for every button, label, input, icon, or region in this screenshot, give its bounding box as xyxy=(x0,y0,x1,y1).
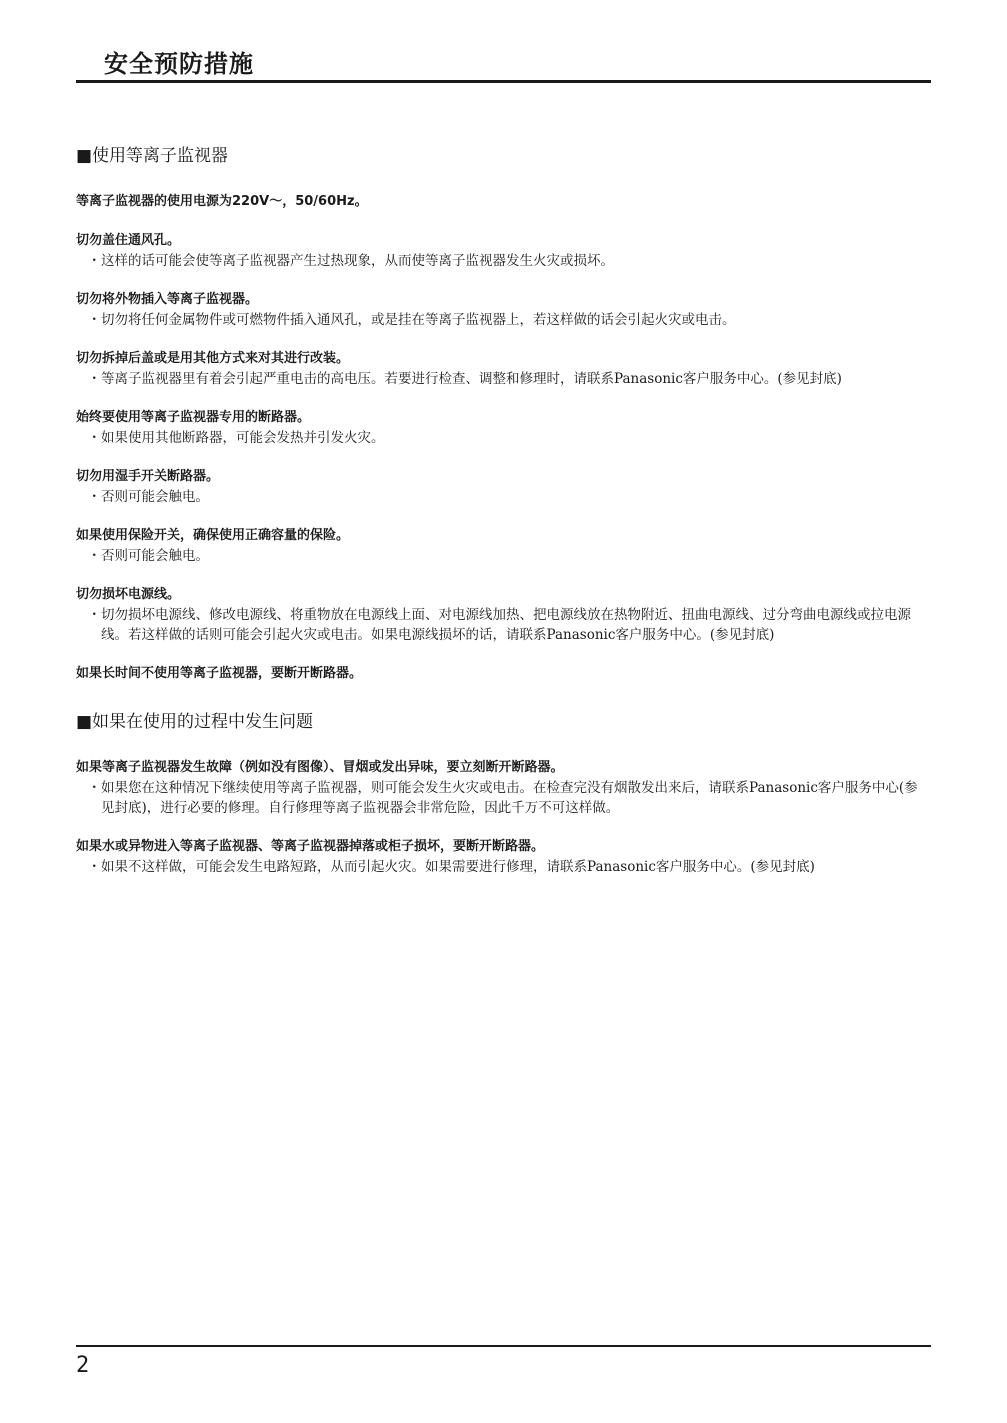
bullet-text: 如果不这样做，可能会发生电路短路，从而引起火灾。如果需要进行修理，请联系Panasonic客户服务中心。(参见封底) xyxy=(101,859,815,875)
precaution-item xyxy=(76,192,931,212)
precaution-bullet xyxy=(76,778,931,818)
bullet-dot-icon: ・ xyxy=(87,780,101,796)
bullet-text: 切勿损坏电源线、修改电源线、将重物放在电源线上面、对电源线加热、把电源线放在热物附近、扭曲电源线、过分弯曲电源线或拉电源线。若这样做的话则可能会引起火灾或电击。如果电源线损坏的话，请联系Panasonic客户服务中心。(参见封底) xyxy=(101,607,911,643)
precaution-bullet xyxy=(76,487,931,507)
precaution-bullet xyxy=(76,428,931,448)
bullet-dot-icon: ・ xyxy=(87,371,101,387)
section-heading: ■如果在使用的过程中发生问题 xyxy=(76,712,314,732)
precaution-item xyxy=(76,585,931,645)
precaution-title: 切勿损坏电源线。 xyxy=(76,587,181,602)
bullet-text: 这样的话可能会使等离子监视器产生过热现象，从而使等离子监视器发生火灾或损坏。 xyxy=(101,253,614,269)
precaution-item xyxy=(76,290,931,330)
safety-section xyxy=(76,142,931,684)
precaution-item xyxy=(76,837,931,877)
precaution-item xyxy=(76,664,931,684)
page-title: 安全预防措施 xyxy=(104,50,254,78)
precaution-title: 如果水或异物进入等离子监视器、等离子监视器掉落或柜子损坏，要断开断路器。 xyxy=(76,839,545,854)
document-body xyxy=(76,142,931,896)
bullet-text: 如果您在这种情况下继续使用等离子监视器，则可能会发生火灾或电击。在检查完没有烟散发出来后，请联系Panasonic客户服务中心(参见封底)，进行必要的修理。自行修理等离子监视器会非常危险，因此千万不可这样做。 xyxy=(101,780,918,816)
precaution-item xyxy=(76,408,931,448)
precaution-title: 如果使用保险开关，确保使用正确容量的保险。 xyxy=(76,528,350,543)
safety-section xyxy=(76,708,931,877)
bullet-text: 否则可能会触电。 xyxy=(101,489,209,505)
precaution-title: 始终要使用等离子监视器专用的断路器。 xyxy=(76,410,311,425)
precaution-bullet xyxy=(76,369,931,389)
precaution-bullet xyxy=(76,546,931,566)
precaution-title: 切勿盖住通风孔。 xyxy=(76,233,181,248)
precaution-bullet xyxy=(76,605,931,645)
precaution-title: 切勿用湿手开关断路器。 xyxy=(76,469,220,484)
bullet-dot-icon: ・ xyxy=(87,430,101,446)
bullet-text: 否则可能会触电。 xyxy=(101,548,209,564)
bullet-dot-icon: ・ xyxy=(87,607,101,623)
precaution-title: 如果等离子监视器发生故障（例如没有图像）、冒烟或发出异味，要立刻断开断路器。 xyxy=(76,760,564,775)
precaution-bullet xyxy=(76,310,931,330)
precaution-title: 切勿将外物插入等离子监视器。 xyxy=(76,292,259,307)
bullet-text: 如果使用其他断路器，可能会发热并引发火灾。 xyxy=(101,430,385,446)
precaution-title: 等离子监视器的使用电源为220V～，50/60Hz。 xyxy=(76,194,368,209)
bullet-text: 等离子监视器里有着会引起严重电击的高电压。若要进行检查、调整和修理时，请联系Panasonic客户服务中心。(参见封底) xyxy=(101,371,842,387)
bullet-dot-icon: ・ xyxy=(87,548,101,564)
precaution-item xyxy=(76,349,931,389)
section-heading: ■使用等离子监视器 xyxy=(76,146,229,166)
page-number: 2 xyxy=(76,1353,90,1378)
page-footer xyxy=(76,1345,931,1378)
page-header xyxy=(76,42,931,83)
bullet-dot-icon: ・ xyxy=(87,312,101,328)
precaution-bullet xyxy=(76,251,931,271)
bullet-text: 切勿将任何金属物件或可燃物件插入通风孔，或是挂在等离子监视器上，若这样做的话会引起火灾或电击。 xyxy=(101,312,736,328)
precaution-title: 切勿拆掉后盖或是用其他方式来对其进行改装。 xyxy=(76,351,350,366)
precaution-item xyxy=(76,231,931,271)
bullet-dot-icon: ・ xyxy=(87,489,101,505)
precaution-item xyxy=(76,526,931,566)
precaution-bullet xyxy=(76,857,931,877)
bullet-dot-icon: ・ xyxy=(87,859,101,875)
precaution-title: 如果长时间不使用等离子监视器，要断开断路器。 xyxy=(76,666,363,681)
bullet-dot-icon: ・ xyxy=(87,253,101,269)
precaution-item xyxy=(76,467,931,507)
precaution-item xyxy=(76,758,931,818)
